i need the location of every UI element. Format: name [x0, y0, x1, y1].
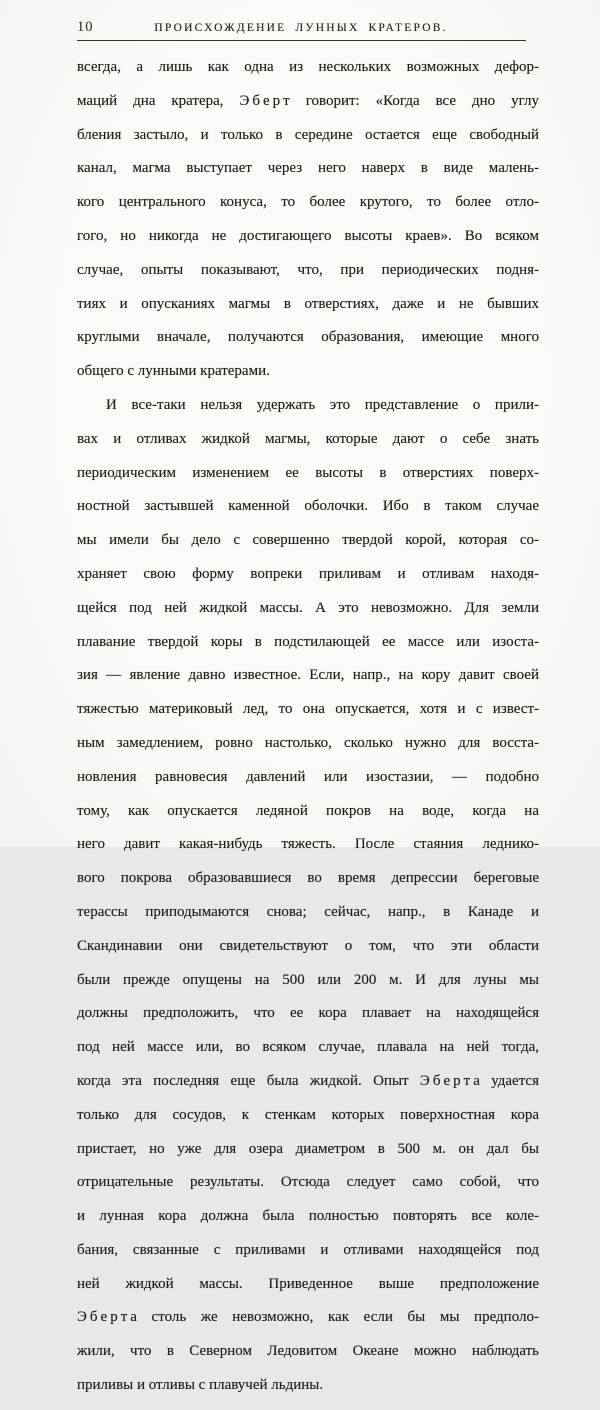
text-line: всегда, а лишь как одна из нескольких возможных дефор-: [77, 59, 539, 75]
text-line: вого покрова образовавшиеся во время депрессии береговые: [77, 870, 539, 887]
text-line: общего с лунными кратерами.: [77, 363, 270, 380]
text-line: терассы приподымаются снова; сейчас, напр., в Канаде и: [77, 903, 539, 920]
text-line: ностной застывшей каменной оболочки. Ибо в таком случае: [77, 498, 539, 515]
text-line: должны предположить, что ее кора плавает на находящейся: [77, 1005, 539, 1022]
text-line: только для сосудов, к стенкам которых поверхностная кора: [77, 1106, 539, 1123]
text-line: гого, но никогда не достигающего высоты краев». Во всяком: [77, 227, 539, 244]
header-rule: [77, 40, 526, 41]
text-line: когда эта последняя еще была жидкой. Опыт Э б е р т а удается: [77, 1072, 539, 1089]
text-line: приливы и отливы с плавучей льдины.: [77, 1377, 324, 1394]
text-line: и лунная кора должна была полностью повторять все коле-: [77, 1208, 539, 1225]
text-line: круглыми вначале, получаются образования, имеющие много: [77, 329, 539, 346]
text-line: зия — явление давно известное. Если, напр., на кору давит своей: [77, 667, 539, 684]
text-line: жили, что в Северном Ледовитом Океане можно наблюдать: [77, 1343, 539, 1360]
text-line: него давит какая-нибудь тяжесть. После стаяния леднико-: [77, 836, 539, 853]
text-line: тому, как опускается ледяной покров на воде, когда на: [77, 802, 539, 819]
text-line: канал, магма выступает через него наверх в виде малень-: [77, 160, 539, 177]
text-line: были прежде опущены на 500 или 200 м. И для луны мы: [77, 971, 539, 988]
text-line: пристает, но уже для озера диаметром в 500 м. он дал бы: [77, 1140, 539, 1157]
text-line: периодическим изменением ее высоты в отверстиях поверх-: [77, 464, 539, 481]
text-line: храняет свою форму вопреки приливам и отливам находя-: [77, 565, 539, 582]
text-line: бания, связанные с приливами и отливами находящейся под: [77, 1241, 539, 1258]
text-line: Э б е р т а столь же невозможно, как если бы мы предполо-: [77, 1309, 539, 1326]
text-line: И все-таки нельзя удержать это представление о прили-: [106, 396, 539, 413]
page-header: [77, 17, 539, 39]
text-line: Скандинавии они свидетельствуют о том, что эти области: [77, 937, 539, 954]
running-title: ПРОИСХОЖДЕНИЕ ЛУННЫХ КРАТЕРОВ.: [154, 22, 448, 34]
text-line: отрицательные результаты. Отсюда следует само собой, что: [77, 1174, 539, 1191]
text-line: щейся под ней жидкой массы. А это невозможно. Для земли: [77, 599, 539, 616]
text-line: маций дна кратера, Э б е р т говорит: «Когда все дно углу: [77, 92, 539, 109]
text-line: случае, опыты показывают, что, при периодических подня-: [77, 261, 539, 278]
text-line: вах и отливах жидкой магмы, которые дают о себе знать: [77, 430, 539, 447]
text-line: кого центрального конуса, то более крутого, то более отло-: [77, 194, 539, 211]
text-line: бления застыло, и только в середине остается еще свободный: [77, 126, 539, 143]
text-line: под ней массе или, во всяком случае, плавала на ней тогда,: [77, 1039, 539, 1056]
text-line: плавание твердой коры в подстилающей ее массе или изоста-: [77, 633, 539, 650]
text-line: новления равновесия давлений или изостазии, — подобно: [77, 768, 539, 785]
page-number: 10: [77, 19, 94, 35]
text-line: ней жидкой массы. Приведенное выше предположение: [77, 1275, 539, 1292]
text-column: [77, 17, 539, 1410]
body-text: [77, 58, 539, 1395]
text-line: тяжестью материковый лед, то она опускается, хотя и с извест-: [77, 701, 539, 718]
text-line: мы имели бы дело с совершенно твердой корой, которая со-: [77, 532, 539, 549]
text-line: ным замедлением, ровно настолько, сколько нужно для восста-: [77, 734, 539, 751]
text-line: тиях и опусканиях магмы в отверстиях, даже и не бывших: [77, 295, 539, 312]
